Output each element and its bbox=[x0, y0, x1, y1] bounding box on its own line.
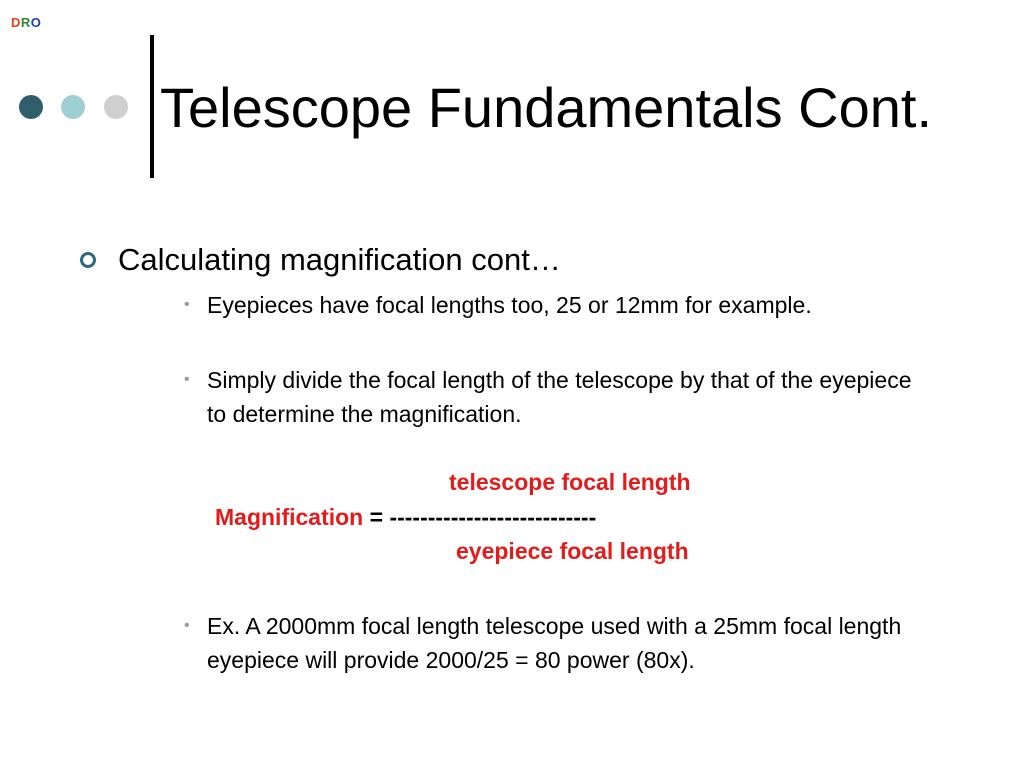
logo-letter-o: O bbox=[30, 15, 42, 30]
formula-equals: = --------------------------- bbox=[369, 504, 597, 530]
formula-label: Magnification bbox=[215, 504, 364, 530]
sub-bullet-icon: • bbox=[184, 617, 190, 634]
slide-title: Telescope Fundamentals Cont. bbox=[160, 76, 932, 139]
sub-bullet-icon: • bbox=[184, 371, 190, 388]
formula-denominator: eyepiece focal length bbox=[456, 538, 689, 564]
formula-numerator: telescope focal length bbox=[449, 469, 691, 495]
logo-letter-r: R bbox=[20, 15, 31, 30]
decorative-dot-teal bbox=[61, 95, 85, 119]
dro-logo bbox=[11, 15, 41, 30]
sub-bullet-3: Ex. A 2000mm focal length telescope used with a 25mm focal length eyepiece will provide 2000/25 = 80 power (80x). bbox=[207, 613, 902, 673]
ring-bullet-icon bbox=[80, 252, 96, 268]
decorative-dot-dark bbox=[19, 95, 43, 119]
bullet-main: Calculating magnification cont… bbox=[118, 242, 561, 277]
formula-line bbox=[215, 500, 596, 534]
title-divider bbox=[150, 35, 154, 178]
logo-letter-d: D bbox=[11, 15, 21, 30]
sub-bullet-1: Eyepieces have focal lengths too, 25 or 12mm for example. bbox=[207, 292, 812, 318]
sub-bullet-icon: • bbox=[184, 296, 190, 313]
sub-bullet-2: Simply divide the focal length of the telescope by that of the eyepiece to determine the magnification. bbox=[207, 367, 912, 427]
decorative-dot-gray bbox=[104, 95, 128, 119]
